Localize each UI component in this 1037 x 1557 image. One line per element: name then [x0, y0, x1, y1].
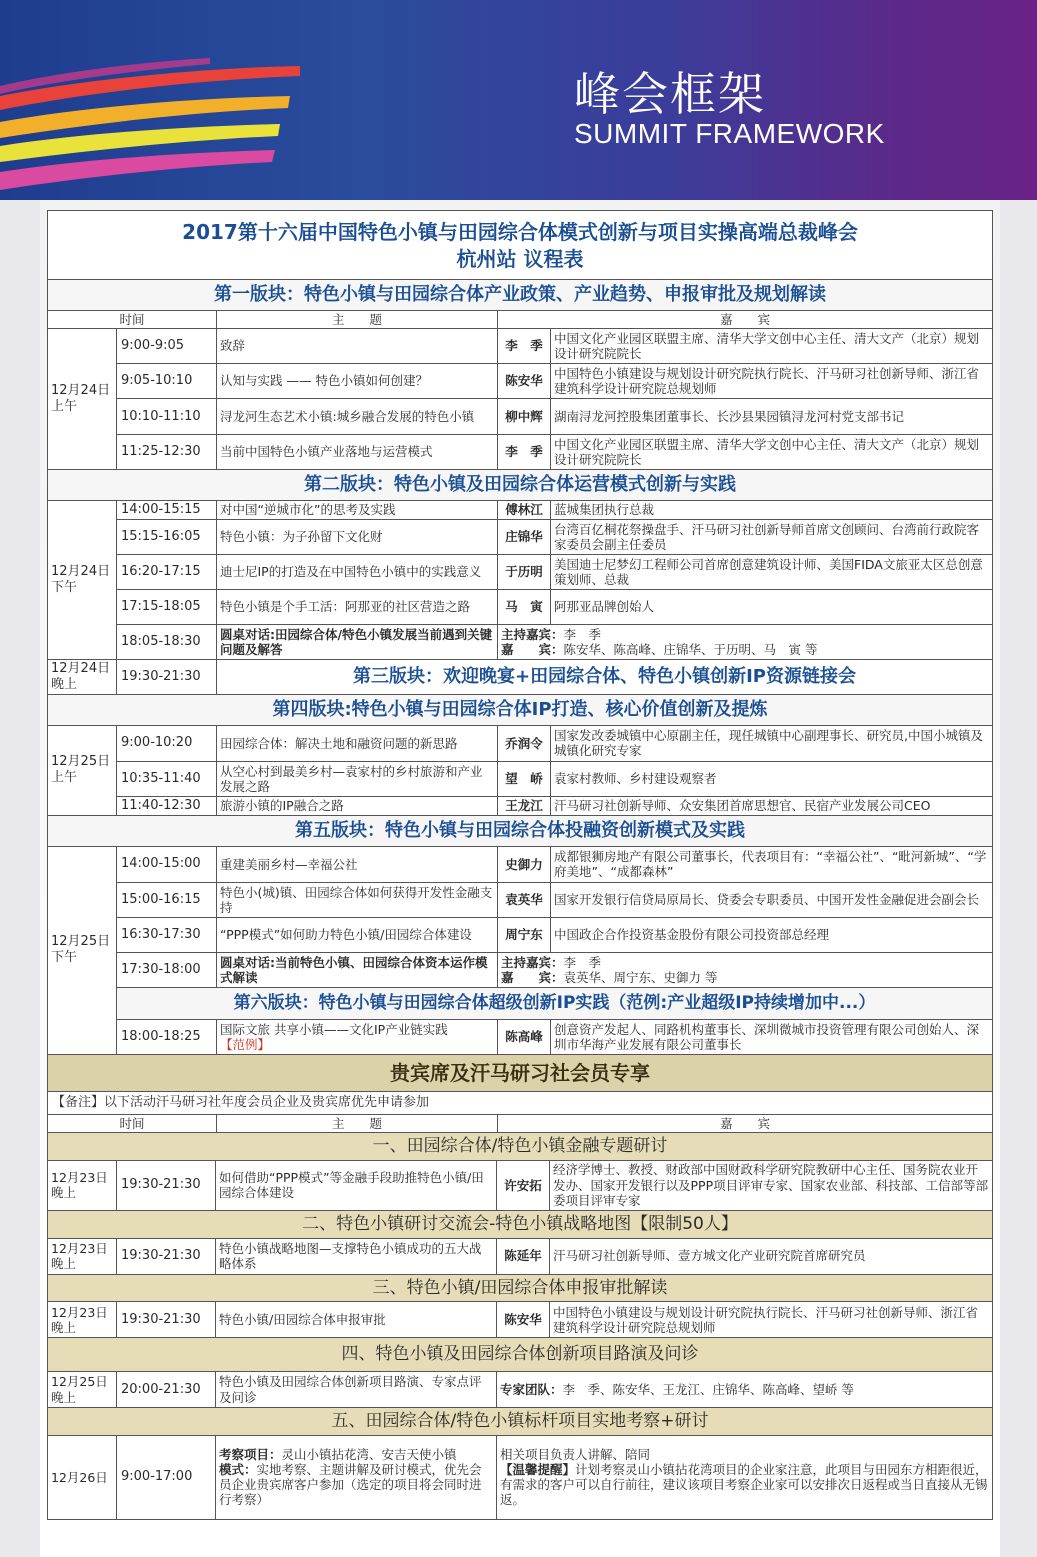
vip-event-4-title: 四、特色小镇及田园综合体创新项目路演及问诊 — [48, 1337, 992, 1371]
section-6-title: 第六版块：特色小镇与田园综合体超级创新IP实践（范例:产业超级IP持续增加中...） — [117, 987, 992, 1019]
row-topic: 浔龙河生态艺术小镇:城乡融合发展的特色小镇 — [216, 399, 497, 434]
ribbon-graphic — [0, 0, 320, 200]
row-speaker: 马 寅 — [497, 590, 550, 624]
row-time: 19:30-21:30 — [116, 1239, 215, 1274]
agenda-row — [117, 519, 992, 554]
vip-event-row — [48, 1435, 992, 1519]
row-time: 19:30-21:30 — [116, 1161, 215, 1210]
team-names: 李 季、陈安华、王龙江、庄锦华、陈高峰、望峤 等 — [562, 1381, 854, 1397]
row-speaker: 王龙江 — [497, 797, 550, 815]
host-label: 主持嘉宾： — [501, 954, 564, 970]
vip-note: 【备注】以下活动汗马研习社年度会员企业及贵宾席优先申请参加 — [48, 1091, 992, 1114]
row-time: 18:05-18:30 — [121, 633, 201, 649]
row-topic: 当前中国特色小镇产业落地与运营模式 — [216, 435, 497, 469]
section-5-block — [48, 846, 992, 1054]
col-guest: 嘉 宾 — [497, 1115, 992, 1132]
expert-team — [496, 1372, 992, 1407]
row-time: 19:30-21:30 — [116, 1302, 215, 1337]
vip-event-2-title: 二、特色小镇研讨交流会-特色小镇战略地图【限制50人】 — [48, 1210, 992, 1238]
row-time: 18:00-18:25 — [121, 1028, 201, 1044]
row-topic: “PPP模式”如何助力特色小镇/田园综合体建设 — [216, 918, 497, 952]
host-name: 李 季 — [563, 954, 602, 970]
row-speaker: 袁英华 — [497, 883, 550, 917]
guests-label: 嘉 宾： — [501, 969, 564, 985]
agenda-row — [117, 761, 992, 796]
row-speaker: 史御力 — [497, 847, 550, 882]
row-topic: 特色小镇及田园综合体创新项目路演、专家点评及问诊 — [215, 1372, 496, 1407]
row-topic: 致辞 — [216, 329, 497, 363]
header-banner — [0, 0, 1037, 200]
row-topic — [216, 1020, 497, 1054]
row-time: 9:00-17:00 — [116, 1436, 215, 1519]
agenda-row — [117, 1019, 992, 1054]
row-topic: 特色小镇是个手工活：阿那亚的社区营造之路 — [216, 590, 497, 624]
row-time: 9:00-10:20 — [121, 735, 193, 751]
row-topic — [215, 1436, 496, 1519]
row-speaker: 傅林江 — [497, 501, 550, 519]
roundtable-row — [117, 624, 992, 659]
row-date: 12月25日晚上 — [51, 1374, 108, 1405]
row-topic: 特色小镇/田园综合体申报审批 — [215, 1302, 496, 1337]
mode-text: 实地考察、主题讲解及研讨模式，优先会员企业贵宾席客户参加（选定的项目将会同时进行考察） — [219, 1461, 482, 1508]
vip-event-1-title: 一、田园综合体/特色小镇金融专题研讨 — [48, 1132, 992, 1160]
row-speaker: 柳中辉 — [497, 399, 550, 434]
agenda-row — [117, 917, 992, 952]
row-time: 20:00-21:30 — [116, 1372, 215, 1407]
section-4-block — [48, 725, 992, 815]
vip-event-row — [48, 1160, 992, 1210]
row-speaker-desc: 美国迪士尼梦幻工程师公司首席创意建筑设计师、美国FIDA文旅亚太区总创意策划师、总裁 — [550, 555, 992, 589]
agenda-row — [117, 847, 992, 882]
row-speaker: 许安拓 — [496, 1161, 549, 1210]
section-1-title: 第一版块：特色小镇与田园综合体产业政策、产业趋势、申报审批及规划解读 — [48, 279, 992, 310]
agenda-row — [117, 554, 992, 589]
agenda-table — [47, 210, 993, 1520]
row-time: 14:00-15:15 — [121, 501, 201, 517]
row-speaker-desc: 成都银狮房地产有限公司董事长，代表项目有：“幸福公社”、“毗河新城”、“学府美地”、“成都森林” — [550, 847, 992, 882]
row-speaker: 陈高峰 — [497, 1020, 550, 1054]
row-speaker: 周宁东 — [497, 918, 550, 952]
agenda-row — [117, 882, 992, 917]
row-speaker-desc: 经济学博士、教授、财政部中国财政科学研究院教研中心主任、国务院农业开发办、国家开发银行以及PPP项目评审专家、国家农业部、科技部、工信部等部委项目评审专家 — [549, 1161, 992, 1210]
row-speaker-desc: 阿那亚品牌创始人 — [550, 590, 992, 624]
vip-event-row — [48, 1238, 992, 1274]
row-speaker-desc: 汗马研习社创新导师、众安集团首席思想官、民宿产业发展公司CEO — [550, 797, 992, 815]
row-time: 10:10-11:10 — [121, 408, 201, 424]
row-speaker: 乔润令 — [497, 726, 550, 761]
row-speaker: 庄锦华 — [497, 520, 550, 554]
session-date: 12月24日上午 — [51, 382, 111, 414]
row-time: 11:40-12:30 — [121, 797, 201, 813]
agenda-title-line2: 杭州站 议程表 — [456, 247, 584, 271]
visit-notes — [496, 1436, 992, 1519]
section-3-block — [48, 659, 992, 694]
agenda-row — [117, 434, 992, 469]
guests-names: 袁英华、周宁东、史御力 等 — [563, 969, 718, 985]
agenda-row — [117, 726, 992, 761]
host-label: 主持嘉宾： — [501, 626, 564, 642]
vip-event-5-title: 五、田园综合体/特色小镇标杆项目实地考察+研讨 — [48, 1407, 992, 1435]
row-topic: 对中国“逆城市化”的思考及实践 — [216, 501, 497, 519]
row-topic-text: 国际文旅 共享小镇——文化IP产业链实践 — [220, 1021, 448, 1037]
row-time: 16:30-17:30 — [121, 926, 201, 942]
row-speaker-desc: 创意资产发起人、同路机构董事长、深圳微城市投资管理有限公司创始人、深圳市华海产业发展有限公司董事长 — [550, 1020, 992, 1054]
row-time: 9:00-9:05 — [121, 338, 185, 354]
vip-title: 贵宾席及汗马研习社会员专享 — [48, 1054, 992, 1091]
row-speaker-desc: 中国文化产业园区联盟主席、清华大学文创中心主任、清大文产（北京）规划设计研究院院长 — [550, 435, 992, 469]
agenda-row — [117, 329, 992, 363]
vip-event-3-title: 三、特色小镇/田园综合体申报审批解读 — [48, 1274, 992, 1302]
agenda-row — [117, 398, 992, 434]
row-time: 9:05-10:10 — [121, 373, 193, 389]
vip-event-row — [48, 1371, 992, 1407]
row-topic: 迪士尼IP的打造及在中国特色小镇中的实践意义 — [216, 555, 497, 589]
row-time: 10:35-11:40 — [121, 770, 201, 786]
agenda-row — [117, 796, 992, 815]
agenda-row — [117, 660, 992, 694]
row-time: 15:00-16:15 — [121, 891, 201, 907]
row-time: 19:30-21:30 — [121, 668, 201, 684]
row-topic: 认知与实践 —— 特色小镇如何创建？ — [216, 364, 497, 398]
row-speaker: 望 峤 — [497, 762, 550, 796]
column-header — [48, 310, 992, 328]
session-date: 12月24日晚上 — [51, 660, 111, 692]
row-topic: 特色小(城)镇、田园综合体如何获得开发性金融支持 — [216, 883, 497, 917]
visit-guide: 相关项目负责人讲解、陪同 — [500, 1446, 651, 1462]
agenda-title — [48, 211, 992, 279]
row-speaker: 陈延年 — [496, 1239, 549, 1274]
row-speaker-desc: 中国特色小镇建设与规划设计研究院执行院长、汗马研习社创新导师、浙江省建筑科学设计研究院总规划师 — [550, 364, 992, 398]
row-speaker-desc: 国家发改委城镇中心原副主任，现任城镇中心副理事长、研究员,中国小城镇及城镇化研究专家 — [550, 726, 992, 761]
project-names: 灵山小镇拈花湾、安吉天使小镇 — [281, 1446, 457, 1462]
guests-names: 陈安华、陈高峰、庄锦华、于历明、马 寅 等 — [563, 641, 818, 657]
mode-label: 模式： — [219, 1461, 257, 1477]
row-date: 12月23日晚上 — [51, 1170, 108, 1201]
row-speaker: 陈安华 — [497, 364, 550, 398]
col-guest: 嘉 宾 — [497, 311, 992, 328]
roundtable-guests — [497, 953, 992, 987]
row-speaker-desc: 国家开发银行信贷局原局长、贷委会专职委员、中国开发性金融促进会副会长 — [550, 883, 992, 917]
row-time: 11:25-12:30 — [121, 444, 201, 460]
agenda-row — [117, 501, 992, 519]
row-speaker-desc: 湖南浔龙河控股集团董事长、长沙县果园镇浔龙河村党支部书记 — [550, 399, 992, 434]
row-speaker-desc: 中国文化产业园区联盟主席、清华大学文创中心主任、清大文产（北京）规划设计研究院院长 — [550, 329, 992, 363]
section-4-title: 第四版块:特色小镇与田园综合体IP打造、核心价值创新及提炼 — [48, 694, 992, 725]
row-speaker-desc: 蓝城集团执行总裁 — [550, 501, 992, 519]
vip-event-row — [48, 1301, 992, 1337]
session-date: 12月25日上午 — [51, 754, 111, 786]
session-date: 12月25日下午 — [51, 934, 111, 966]
row-speaker-desc: 中国特色小镇建设与规划设计研究院执行院长、汗马研习社创新导师、浙江省建筑科学设计研究院总规划师 — [549, 1302, 992, 1337]
section-2-block — [48, 500, 992, 659]
row-time: 17:15-18:05 — [121, 598, 201, 614]
row-speaker: 于历明 — [497, 555, 550, 589]
row-time: 14:00-15:00 — [121, 856, 201, 872]
row-time: 16:20-17:15 — [121, 563, 201, 579]
tip-label: 【温馨提醒】 — [500, 1461, 576, 1477]
row-topic: 特色小镇：为子孙留下文化财 — [216, 520, 497, 554]
section-5-title: 第五版块：特色小镇与田园综合体投融资创新模式及实践 — [48, 815, 992, 846]
row-speaker: 陈安华 — [496, 1302, 549, 1337]
row-topic: 从空心村到最美乡村—袁家村的乡村旅游和产业发展之路 — [216, 762, 497, 796]
row-topic: 田园综合体：解决土地和融资问题的新思路 — [216, 726, 497, 761]
tip-text: 计划考察灵山小镇拈花湾项目的企业家注意，此项目与田园东方相距很近，有需求的客户可以自行前往，建议该项目考察企业家可以安排次日返程或当日直接从无锡返。 — [500, 1461, 988, 1508]
project-label: 考察项目： — [219, 1446, 282, 1462]
header-title-en: SUMMIT FRAMEWORK — [574, 118, 885, 149]
agenda-row — [117, 363, 992, 398]
row-time: 17:30-18:00 — [121, 961, 201, 977]
row-date: 12月23日晚上 — [51, 1240, 108, 1272]
row-date: 12月26日 — [51, 1469, 108, 1485]
col-time: 时间 — [119, 1115, 145, 1131]
col-topic: 主 题 — [216, 311, 497, 328]
row-speaker-desc: 汗马研习社创新导师、壹方城文化产业研究院首席研究员 — [549, 1239, 992, 1274]
host-name: 李 季 — [563, 626, 602, 642]
row-topic: 特色小镇战略地图—支撑特色小镇成功的五大战略体系 — [215, 1239, 496, 1274]
row-speaker-desc: 中国政企合作投资基金股份有限公司投资部总经理 — [550, 918, 992, 952]
row-topic: 圆桌对话:田园综合体/特色小镇发展当前遇到关键问题及解答 — [216, 625, 497, 659]
row-speaker-desc: 台湾百亿桐花祭操盘手、汗马研习社创新导师首席文创顾问、台湾前行政院客家委员会副主任委员 — [550, 520, 992, 554]
header-title-cn: 峰会框架 — [574, 67, 766, 121]
row-date: 12月23日晚上 — [51, 1304, 108, 1335]
roundtable-row — [117, 952, 992, 987]
example-tag: 【范例】 — [220, 1036, 271, 1052]
row-topic: 如何借助“PPP模式”等金融手段助推特色小镇/田园综合体建设 — [215, 1161, 496, 1210]
row-topic: 圆桌对话:当前特色小镇、田园综合体资本运作模式解读 — [216, 953, 497, 987]
row-topic: 旅游小镇的IP融合之路 — [216, 797, 497, 815]
section-1-block — [48, 328, 992, 469]
row-speaker: 李 季 — [497, 329, 550, 363]
vip-column-header — [48, 1114, 992, 1132]
row-speaker: 李 季 — [497, 435, 550, 469]
col-topic: 主 题 — [216, 1115, 497, 1132]
row-time: 15:15-16:05 — [121, 528, 201, 544]
guests-label: 嘉 宾： — [501, 641, 564, 657]
agenda-title-line1: 2017第十六届中国特色小镇与田园综合体模式创新与项目实操高端总裁峰会 — [182, 220, 858, 244]
section-2-title: 第二版块：特色小镇及田园综合体运营模式创新与实践 — [48, 469, 992, 500]
agenda-row — [117, 589, 992, 624]
row-speaker-desc: 袁家村教师、乡村建设观察者 — [550, 762, 992, 796]
session-date: 12月24日下午 — [51, 563, 111, 595]
roundtable-guests — [497, 625, 992, 659]
team-label: 专家团队： — [500, 1381, 563, 1397]
col-time: 时间 — [119, 311, 145, 327]
row-topic: 重建美丽乡村—幸福公社 — [216, 847, 497, 882]
section-3-title: 第三版块：欢迎晚宴+田园综合体、特色小镇创新IP资源链接会 — [216, 660, 992, 694]
